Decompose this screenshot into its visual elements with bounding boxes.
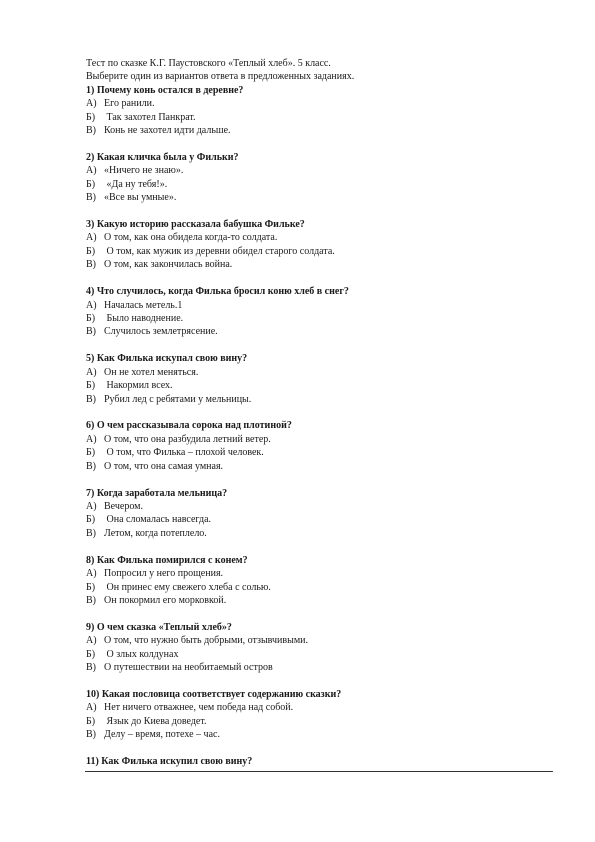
question-text: 9) О чем сказка «Теплый хлеб»? [86,621,232,633]
option-text: Рубил лед с ребятами у мельницы. [104,393,252,405]
option-letter: А) [86,165,97,177]
option-text: Она сломалась навсегда. [104,514,212,526]
option-letter: Б) [86,111,96,123]
answer-option [86,433,556,446]
question-text: 6) О чем рассказывала сорока над плотиной? [86,420,292,432]
answer-option [86,366,556,379]
question-text: 7) Когда заработала мельница? [86,487,228,499]
answer-option [86,124,556,137]
answer-option [86,231,556,244]
option-text: Было наводнение. [104,313,184,324]
question-block [86,419,556,473]
answer-option [86,299,556,312]
question-text: 3) Какую историю рассказала бабушка Фильке? [86,219,305,231]
question-block [86,487,556,541]
option-letter: В) [86,729,96,741]
answer-option [86,97,556,110]
option-letter: А) [86,299,97,311]
option-letter: В) [86,393,96,405]
option-text: Попросил у него прощения. [104,568,224,580]
test-instructions: Выберите один из вариантов ответа в предложенных заданиях. [86,71,355,83]
option-text: О том, что нужно быть добрыми, отзывчивыми. [104,635,309,647]
option-text: Началась метель.1 [104,299,183,311]
answer-option [86,715,556,728]
test-content [86,57,556,782]
answer-option [86,500,556,513]
bottom-rule [85,771,553,772]
option-letter: Б) [86,514,96,526]
option-text: Накормил всех. [104,380,173,392]
question-block [86,755,556,768]
answer-option [86,393,556,406]
option-text: О том, что она самая умная. [104,460,224,472]
option-letter: В) [86,662,96,674]
question-block [86,84,556,138]
option-text: Он принес ему свежего хлеба с солью. [104,581,271,593]
option-letter: В) [86,259,96,271]
option-letter: В) [86,125,96,137]
option-text: Конь не захотел идти дальше. [104,125,231,137]
option-text: «Да ну тебя!». [104,178,168,190]
option-letter: Б) [86,245,96,257]
question-text: 1) Почему конь остался в деревне? [86,84,244,96]
option-letter: Б) [86,447,96,459]
option-letter: В) [86,527,96,539]
answer-option [86,728,556,741]
question-text: 11) Как Филька искупил свою вину? [86,756,253,768]
answer-option [86,312,556,325]
option-text: О том, что она разбудила летний ветер. [104,433,271,445]
question-text: 8) Как Филька помирился с конем? [86,554,248,566]
answer-option [86,701,556,714]
option-letter: А) [86,635,97,647]
option-text: О путешествии на необитаемый остров [104,662,273,674]
option-letter: А) [86,500,97,512]
option-text: Нет ничего отважнее, чем победа над собой. [104,702,294,714]
option-text: Он не хотел меняться. [104,366,199,378]
option-text: Язык до Киева доведет. [104,715,207,727]
question-block [86,218,556,272]
option-text: Вечером. [104,500,143,512]
option-text: Летом, когда потеплело. [104,527,207,539]
answer-option [86,111,556,124]
option-letter: А) [86,702,97,714]
option-text: Его ранили. [104,98,155,110]
option-letter: Б) [86,648,96,660]
option-text: Случилось землетрясение. [104,326,218,338]
question-list [86,84,556,769]
question-block [86,554,556,608]
answer-option [86,191,556,204]
option-text: Так захотел Панкрат. [104,111,196,123]
answer-option [86,178,556,191]
option-letter: Б) [86,581,96,593]
option-text: О том, как она обидела когда-то солдата. [104,232,278,244]
option-text: «Ничего не знаю». [104,165,184,177]
option-text: «Все вы умные». [104,192,177,204]
option-letter: Б) [86,715,96,727]
answer-option [86,661,556,674]
answer-option [86,460,556,473]
answer-option [86,581,556,594]
question-block [86,151,556,205]
option-letter: В) [86,192,96,204]
answer-option [86,258,556,271]
answer-option [86,527,556,540]
answer-option [86,325,556,338]
option-letter: А) [86,433,97,445]
option-letter: А) [86,568,97,580]
answer-option [86,164,556,177]
question-text: 5) Как Филька искупал свою вину? [86,353,248,365]
option-letter: А) [86,232,97,244]
answer-option [86,594,556,607]
question-block [86,285,556,339]
option-letter: Б) [86,313,96,324]
option-letter: Б) [86,178,96,190]
question-block [86,688,556,742]
answer-option [86,513,556,526]
question-text: 2) Какая кличка была у Фильки? [86,151,239,163]
option-letter: А) [86,366,97,378]
answer-option [86,245,556,258]
question-text: 4) Что случилось, когда Филька бросил коню хлеб в снег? [86,286,349,298]
option-letter: Б) [86,380,96,392]
option-text: О том, как мужик из деревни обидел старого солдата. [104,245,335,257]
answer-option [86,567,556,580]
option-letter: В) [86,326,96,338]
question-block [86,621,556,675]
test-title: Тест по сказке К.Г. Паустовского «Теплый хлеб». 5 класс. [86,58,331,69]
answer-option [86,446,556,459]
option-text: О злых колдунах [104,648,179,660]
option-text: О том, как закончилась война. [104,259,233,271]
answer-option [86,648,556,661]
option-text: О том, что Филька – плохой человек. [104,447,264,459]
option-text: Он покормил его морковкой. [104,594,227,606]
question-text: 10) Какая пословица соответствует содержанию сказки? [86,688,342,700]
option-letter: А) [86,98,97,110]
option-letter: В) [86,460,96,472]
answer-option [86,379,556,392]
question-block [86,352,556,406]
option-letter: В) [86,594,96,606]
option-text: Делу – время, потехе – час. [104,729,220,741]
answer-option [86,634,556,647]
